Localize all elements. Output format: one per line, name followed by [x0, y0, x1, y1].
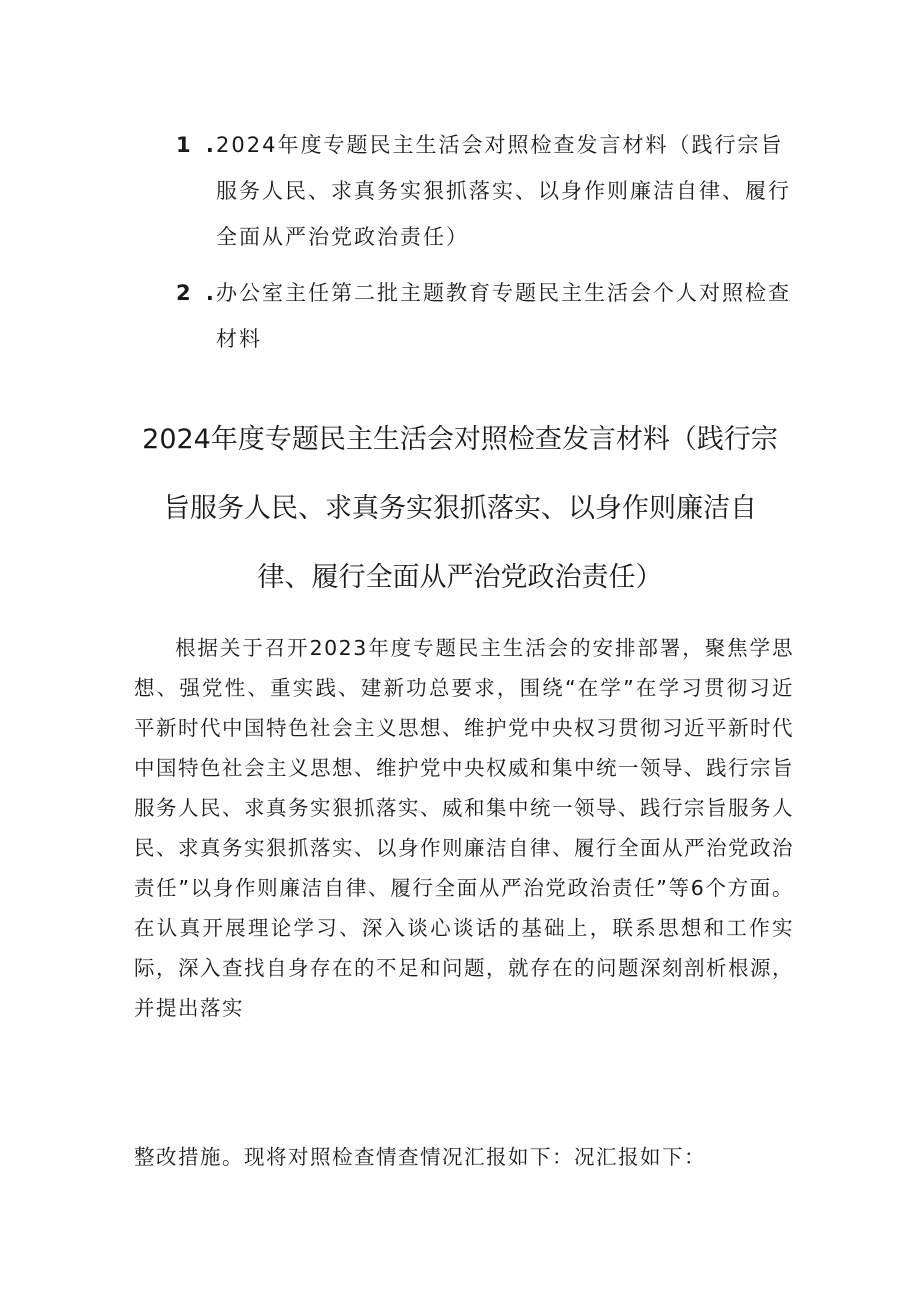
document-title	[120, 405, 800, 612]
toc-item-text: 办公室主任第二批主题教育专题民主生活会个人对照检查材料	[216, 281, 791, 351]
toc-item-2	[176, 270, 796, 362]
title-line-1: 2024年度专题民主生活会对照检查发言材料（践行宗	[142, 424, 778, 455]
toc-item-1	[176, 122, 796, 260]
table-of-contents	[176, 122, 796, 372]
toc-item-text: 2024年度专题民主生活会对照检查发言材料（践行宗旨服务人民、求真务实狠抓落实、以身作则廉洁自律、履行全面从严治党政治责任）	[216, 133, 791, 249]
toc-item-number: 2 .	[176, 281, 218, 305]
title-line-3: 律、履行全面从严治党政治责任）	[257, 562, 663, 593]
body-paragraph: 根据关于召开2023年度专题民主生活会的安排部署，聚焦学思想、强党性、重实践、建新功总要求，围绕“在学”在学习贯彻习近平新时代中国特色社会主义思想、维护党中央权习贯彻习近平新时代中国特色社会主义思想、维护党中央权威和集中统一领导、践行宗旨服务人民、求真务实狠抓落实、威和集中统一领导、践行宗旨服务人民、求真务实狠抓落实、以身作则廉洁自律、履行全面从严治党政治责任”以身作则廉洁自律、履行全面从严治党政治责任”等6个方面。在认真开展理论学习、深入谈心谈话的基础上，联系思想和工作实际，深入查找自身存在的不足和问题，就存在的问题深刻剖析根源，并提出落实	[134, 636, 794, 1020]
title-line-2: 旨服务人民、求真务实狠抓落实、以身作则廉洁自	[163, 493, 757, 524]
closing-line: 整改措施。现将对照检查情查情况汇报如下：况汇报如下：	[134, 1145, 706, 1169]
toc-item-number: 1 .	[176, 133, 218, 157]
